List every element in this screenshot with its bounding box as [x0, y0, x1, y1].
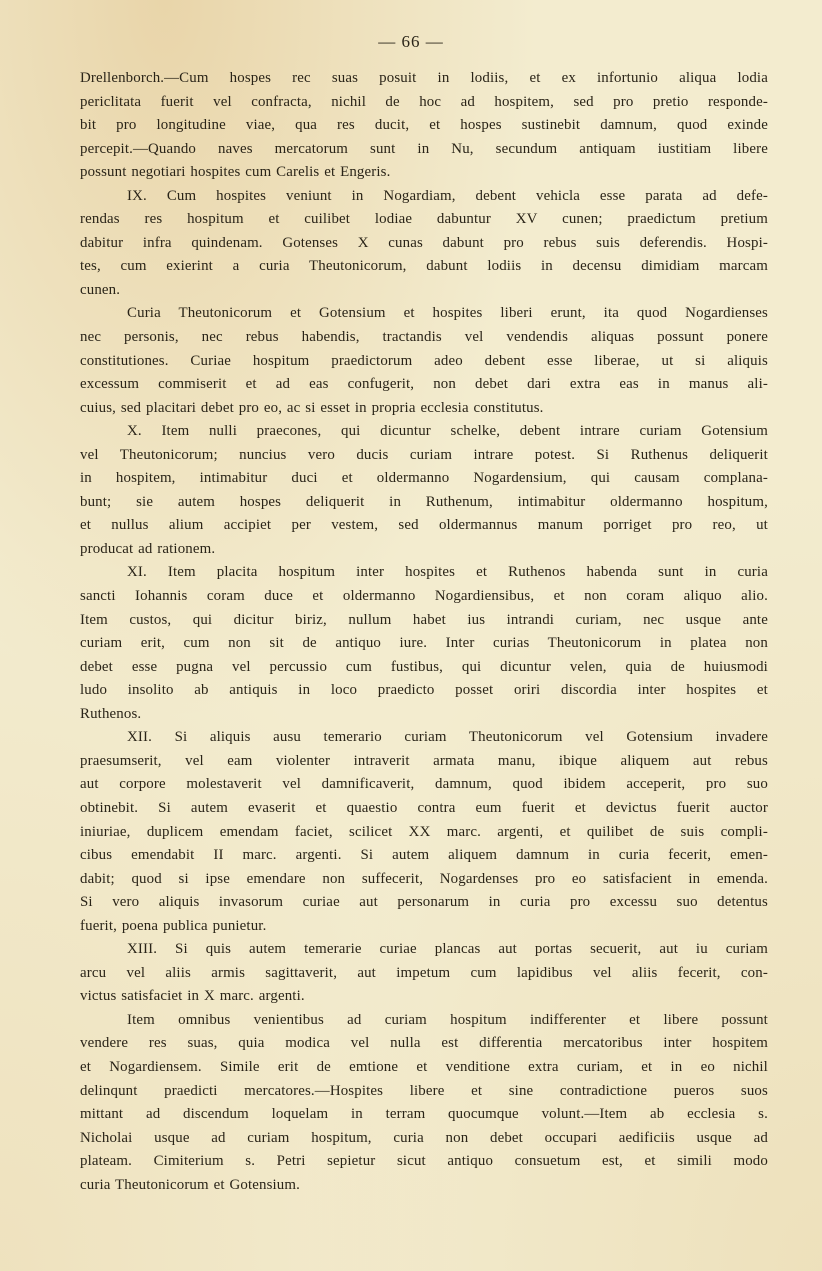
text-line: delinqunt praedicti mercatores.—Hospites libere et sine contradictione pueros suos: [80, 1081, 768, 1099]
text-line: bunt; sie autem hospes deliquerit in Ruthenum, intimabitur oldermanno hospitum,: [80, 492, 768, 510]
text-line: periclitata fuerit vel confracta, nichil de hoc ad hospitem, sed pro pretio responde-: [80, 92, 768, 110]
text-line: et nullus alium accipiet per vestem, sed oldermannus manum porriget pro reo, ut: [80, 516, 768, 534]
text-line: vendere res suas, quia modica vel nulla est differentia mercatoribus inter hospitem: [80, 1034, 768, 1052]
text-line: in hospitem, intimabitur duci et oldermanno Nogardensium, qui causam complana-: [80, 469, 768, 487]
text-line: constitutiones. Curiae hospitum praedictorum adeo debent esse liberae, ut si aliquis: [80, 351, 768, 369]
text-line: Drellenborch.—Cum hospes rec suas posuit in lodiis, et ex infortunio aliqua lodia: [80, 69, 768, 86]
text-line: curia Theutonicorum et Gotensium.: [80, 1175, 300, 1193]
text-line: ludo insolito ab antiquis in loco praedicto posset oriri discordia inter hospites et: [80, 681, 768, 699]
text-line: Ruthenos.: [80, 704, 142, 722]
paragraph-first-line: IX. Cum hospites veniunt in Nogardiam, debent vehicla esse parata ad defe-: [127, 186, 768, 204]
paragraph-first-line: Item omnibus venientibus ad curiam hospitum indifferenter et libere possunt: [127, 1010, 768, 1028]
body-text: [80, 66, 782, 1196]
text-line: bit pro longitudine viae, qua res ducit, et hospes sustinebit damnum, quod exinde: [80, 116, 768, 134]
text-line: Nicholai usque ad curiam hospitum, curia non debet occupari aedificiis usque ad: [80, 1128, 768, 1146]
paragraph-first-line: XI. Item placita hospitum inter hospites et Ruthenos habenda sunt in curia: [127, 563, 768, 581]
text-line: Si vero aliquis invasorum curiae aut personarum in curia pro excessu suo detentus: [80, 893, 768, 911]
text-line: arcu vel aliis armis sagittaverit, aut impetum cum lapidibus vel aliis fecerit, con-: [80, 963, 768, 981]
text-line: vel Theutonicorum; nuncius vero ducis curiam intrare potest. Si Ruthenus deliquerit: [80, 445, 768, 463]
text-line: praesumserit, vel eam violenter intraverit armata manu, ibique aliquem aut rebus: [80, 751, 768, 769]
text-line: et Nogardiensem. Simile erit de emtione et venditione extra curiam, et in eo nichil: [80, 1057, 768, 1075]
text-line: dabitur infra quindenam. Gotenses X cunas dabunt pro rebus suis deferendis. Hospi-: [80, 233, 768, 251]
text-line: curiam erit, cum non sit de antiquo iure. Inter curias Theutonicorum in platea non: [80, 634, 768, 652]
text-line: fuerit, poena publica punietur.: [80, 916, 267, 934]
paragraph-first-line: XII. Si aliquis ausu temerario curiam Theutonicorum vel Gotensium invadere: [127, 728, 768, 746]
text-line: nec personis, nec rebus habendis, tractandis vel vendendis aliquas possunt ponere: [80, 328, 768, 346]
text-line: aut corpore molestaverit vel damnificaverit, damnum, quod ibidem acceperit, pro suo: [80, 775, 768, 793]
text-line: tes, cum exierint a curia Theutonicorum, dabunt lodiis in decensu dimidiam marcam: [80, 257, 768, 275]
text-line: plateam. Cimiterium s. Petri sepietur sicut antiquo consuetum est, et simili modo: [80, 1152, 768, 1170]
text-line: sancti Iohannis coram duce et oldermanno Nogardiensibus, et non coram aliquo alio.: [80, 587, 768, 605]
text-line: cuius, sed placitari debet pro eo, ac si esset in propria ecclesia constitutus.: [80, 398, 544, 416]
text-line: cibus emendabit II marc. argenti. Si autem aliquem damnum in curia fecerit, emen-: [80, 846, 768, 864]
text-line: Item custos, qui dicitur biriz, nullum habet ius intrandi curiam, nec usque ante: [80, 610, 768, 628]
paragraph-first-line: X. Item nulli praecones, qui dicuntur schelke, debent intrare curiam Gotensium: [127, 422, 768, 440]
text-line: percepit.—Quando naves mercatorum sunt in Nu, secundum antiquam iustitiam libere: [80, 139, 768, 157]
text-line: iniuriae, duplicem emendam faciet, scilicet XX marc. argenti, et quilibet de suis compli-: [80, 822, 768, 840]
text-line: dabit; quod si ipse emendare non suffecerit, Nogardenses pro eo satisfacient in emenda.: [80, 869, 768, 887]
text-line: possunt negotiari hospites cum Carelis et Engeris.: [80, 163, 391, 181]
page-number: — 66 —: [378, 32, 444, 51]
paragraph-first-line: Curia Theutonicorum et Gotensium et hospites liberi erunt, ita quod Nogardienses: [127, 304, 768, 322]
text-line: producat ad rationem.: [80, 539, 216, 557]
text-line: obtinebit. Si autem evaserit et quaestio contra eum fuerit et devictus fuerit auctor: [80, 798, 768, 816]
text-line: victus satisfaciet in X marc. argenti.: [80, 987, 305, 1005]
text-line: mittant ad discendum loquelam in terram quocumque volunt.—Item ab ecclesia s.: [80, 1105, 768, 1123]
text-line: debet esse pugna vel percussio cum fustibus, qui dicuntur velen, quia de huiusmodi: [80, 657, 768, 675]
text-line: cunen.: [80, 280, 121, 298]
text-line: rendas res hospitum et cuilibet lodiae dabuntur XV cunen; praedictum pretium: [80, 210, 768, 228]
text-line: excessum commiserit et ad eas confugerit, non debet dari extra eas in manus ali-: [80, 375, 768, 393]
paragraph-first-line: XIII. Si quis autem temerarie curiae plancas aut portas secuerit, aut iu curiam: [127, 940, 768, 958]
